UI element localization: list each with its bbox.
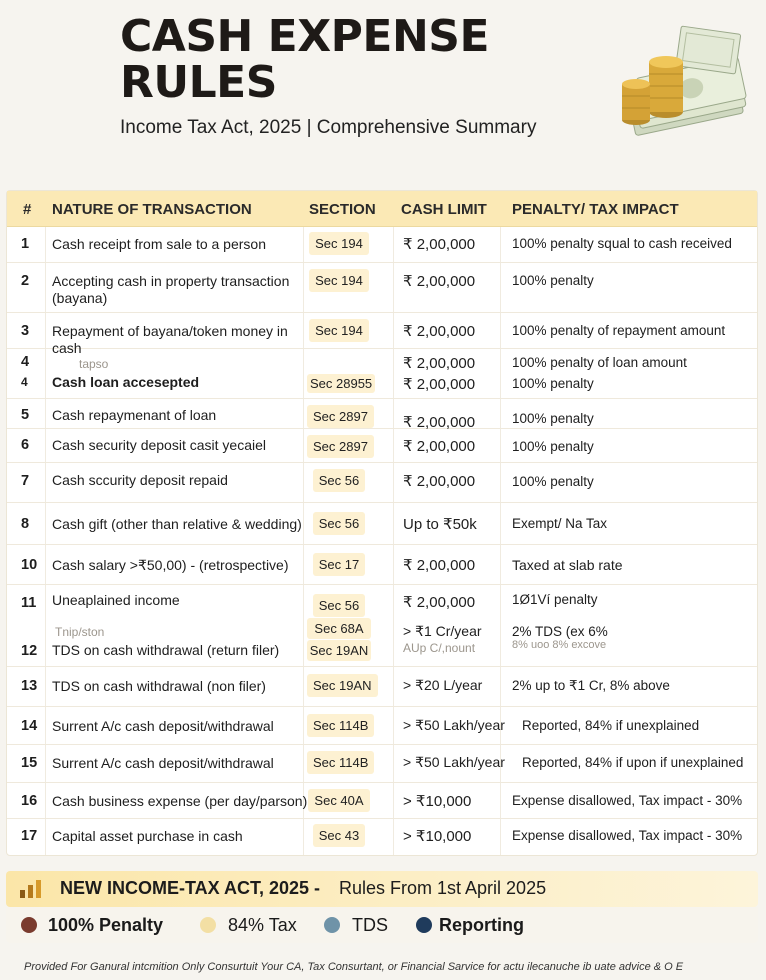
row-limit: ₹ 2,00,000 [403,273,476,290]
row-number: 4 [21,375,28,389]
row-number: 16 [21,793,38,809]
row-penalty: 100% penalty [512,376,594,391]
row-nature: Uneaplained income [52,592,180,608]
row-nature: Cash repaymenant of loan [52,407,217,423]
row-number: 7 [21,473,30,489]
row-number: 14 [21,718,38,734]
row-nature: TDS on cash withdrawal (return filer) [52,642,280,658]
legend-label-reporting: Reporting [439,915,524,935]
table-row [7,667,757,707]
section-badge: Sec 19AN [307,640,371,661]
row-number: 1 [21,236,30,252]
section-badge: Sec 56 [313,469,365,492]
section-badge: Sec 68A [307,618,371,639]
table-row [7,399,757,429]
legend-dot-tds [324,917,340,933]
row-nature: Cash salary >₹50,00) - (retrospective) [52,557,289,573]
row-nature: Cash sccurity deposit repaid [52,472,228,488]
row-number: 8 [21,516,30,532]
row-limit: ₹ 2,00,000 [403,594,476,611]
row-number: 2 [21,273,30,289]
cash-rules-table [6,190,758,856]
section-badge: Sec 28955 [307,374,375,393]
row-number: 4 [21,354,30,370]
page-title-line1: CASH EXPENSE [120,11,490,62]
table-row [7,819,757,855]
row-penalty-note: 8% uoo 8% excove [512,639,607,651]
section-badge: Sec 19AN [307,674,378,697]
section-badge: Sec 2897 [307,405,374,428]
table-row [7,263,757,313]
row-nature: TDS on cash withdrawal (non filer) [52,678,266,694]
row-penalty: Reported, 84% if unexplained [522,718,700,733]
row-nature: Capital asset purchase in cash [52,828,243,844]
row-nature: Surrent A/c cash deposit/withdrawal [52,718,274,734]
row-penalty: 100% penalty [512,439,594,454]
row-limit: > ₹50 Lakh/year [403,754,505,770]
section-badge: Sec 2897 [307,435,374,458]
section-badge: Sec 194 [309,319,369,342]
money-stack-icon [588,22,748,142]
legend [6,907,758,943]
page-title-line2: RULES [120,57,277,108]
col-header-nature: NATURE OF TRANSACTION [52,201,252,218]
page-title [120,11,490,108]
row-limit: ₹ 2,00,000 [403,438,476,455]
banner-subtitle: Rules From 1st April 2025 [339,878,547,898]
col-header-penalty: PENALTY/ TAX IMPACT [512,201,679,218]
section-badge: Sec 43 [313,824,365,847]
row-number: 12 [21,643,38,659]
row-number: 11 [21,595,37,611]
section-badge: Sec 114B [307,751,374,774]
row-nature: tapso [79,357,109,371]
row-limit: > ₹10,000 [403,828,472,845]
row-penalty: 100% penalty squal to cash received [512,236,732,251]
table-row [7,745,757,783]
row-penalty: 2% TDS (ex 6% [512,624,608,639]
row-limit: ₹ 2,00,000 [403,236,476,253]
row-nature: Cash security deposit casit yecaiel [52,437,266,453]
table-header [7,191,757,227]
table-row [7,545,757,585]
row-number: 6 [21,437,30,453]
row-penalty: 100% penalty [512,411,594,426]
row-penalty: 100% penalty [512,273,594,288]
row-number: 10 [21,557,38,573]
new-act-banner [6,871,758,907]
col-header-limit: CASH LIMIT [401,201,487,218]
row-limit: ₹ 2,00,000 [403,323,476,340]
section-badge: Sec 17 [313,553,365,576]
table-row [7,783,757,819]
row-limit: > ₹10,000 [403,793,472,810]
row-number: 17 [21,828,38,844]
section-badge: Sec 56 [313,594,365,617]
row-limit: ₹ 2,00,000 [403,557,476,574]
legend-dot-tax [200,917,216,933]
disclaimer-footer: Provided For Ganural intcmition Only Consurtuit Your CA, Tax Consurtant, or Financial Sarvice for actu ilecanuche ib uate advice & O E [24,961,684,973]
row-number: 3 [21,323,30,339]
row-limit: > ₹20 L/year [403,677,483,693]
legend-dot-penalty [21,917,37,933]
row-limit: ₹ 2,00,000 [403,473,476,490]
legend-label-tax: 84% Tax [228,915,297,935]
row-penalty: Taxed at slab rate [512,557,623,573]
row-nature: Repayment of bayana/token money in cash [52,323,288,356]
row-nature: Cash business expense (per day/parson) [52,793,308,809]
table-row [7,707,757,745]
row-limit-note: AUp C/,nount [403,641,476,655]
row-penalty: 1Ø1Ví penalty [512,592,598,607]
section-badge: Sec 40A [308,789,369,812]
table-row [7,463,757,503]
row-penalty: 100% penalty of loan amount [512,355,687,370]
banner-title: NEW INCOME-TAX ACT, 2025 - [60,878,321,898]
row-penalty: 2% up to ₹1 Cr, 8% above [512,678,670,693]
row-limit: ₹ 2,00,000 [403,355,476,372]
table-row [7,585,757,615]
row-number: 13 [21,678,38,694]
row-nature: Cash gift (other than relative & wedding) [52,516,302,532]
table-row [7,615,757,667]
row-number: 5 [21,407,30,423]
col-header-num: # [23,201,32,218]
row-penalty: 100% penalty of repayment amount [512,323,726,338]
row-penalty: Expense disallowed, Tax impact - 30% [512,828,743,843]
legend-dot-reporting [416,917,432,933]
row-penalty: 100% penalty [512,474,594,489]
row-limit: > ₹1 Cr/year [403,623,482,639]
row-nature: Accepting cash in property transaction (bayana) [52,273,290,306]
table-row [7,371,757,399]
row-penalty: Reported, 84% if upon if unexplained [522,755,744,770]
bar-chart-icon [20,880,44,898]
table-row [7,227,757,263]
row-number: 15 [21,755,38,771]
section-badge: Sec 194 [309,269,369,292]
section-badge: Sec 56 [313,512,365,535]
row-limit: ₹ 2,00,000 [403,376,476,393]
legend-label-tds: TDS [352,915,388,935]
section-badge: Sec 194 [309,232,369,255]
row-limit: ₹ 2,00,000 [403,414,476,431]
col-header-section: SECTION [309,201,376,218]
table-row [7,313,757,356]
section-badge: Sec 114B [307,714,374,737]
row-penalty: Expense disallowed, Tax impact - 30% [512,793,743,808]
row-limit: Up to ₹50k [403,516,477,533]
table-row [7,349,757,371]
row-penalty: Exempt/ Na Tax [512,516,608,531]
table-row [7,503,757,545]
legend-label-penalty: 100% Penalty [48,915,164,935]
table-row [7,429,757,463]
page-subtitle: Income Tax Act, 2025 | Comprehensive Summary [120,117,537,138]
row-limit: > ₹50 Lakh/year [403,717,505,733]
row-nature: Cash loan accesepted [52,374,200,390]
row-ghost-text: Tnip/ston [55,625,105,639]
row-nature: Cash receipt from sale to a person [52,236,266,252]
row-nature: Surrent A/c cash deposit/withdrawal [52,755,274,771]
